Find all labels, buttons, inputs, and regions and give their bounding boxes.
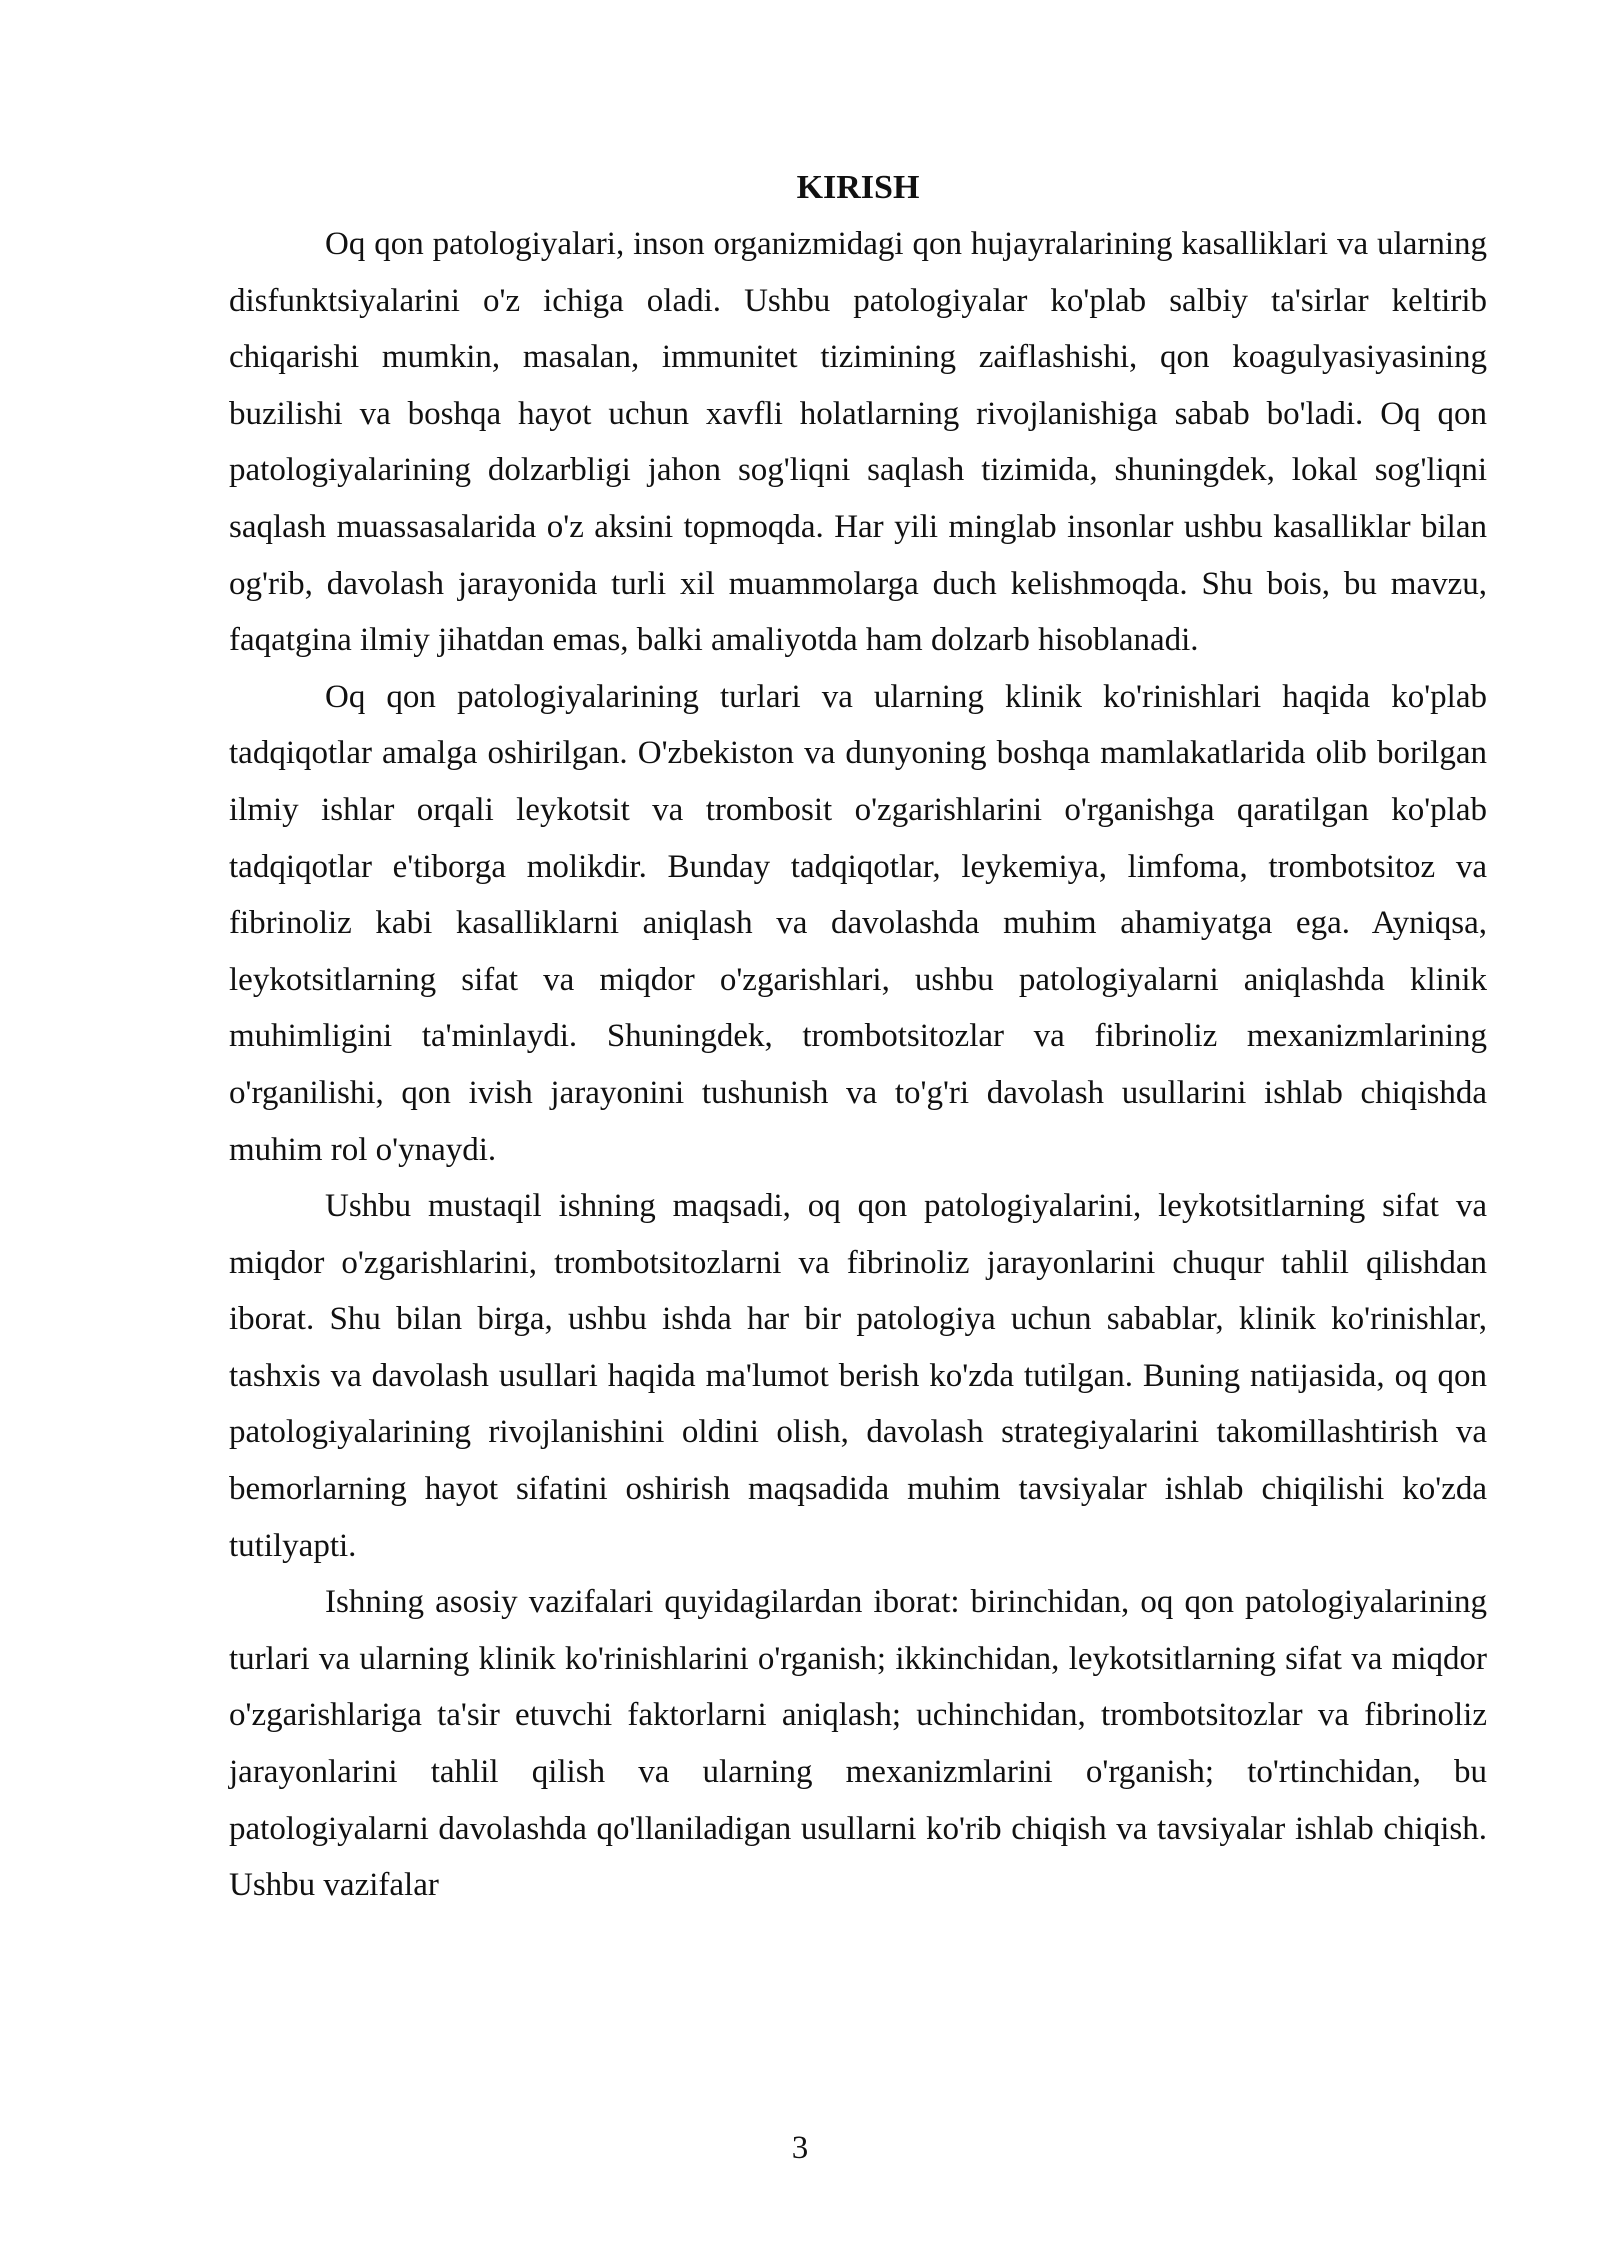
paragraph-1: Oq qon patologiyalari, inson organizmidagi qon hujayralarining kasalliklari va ularning disfunktsiyalarini o'z ichiga oladi. Ushbu patologiyalar ko'plab salbiy ta'sirlar keltirib chiqarishi mumkin, masalan, immunitet tizimining zaiflashishi, qon koagulyasiyasining buzilishi va boshqa hayot uchun xavfli holatlarning rivojlanishiga sabab bo'ladi. Oq qon patologiyalarining dolzarbligi jahon sog'liqni saqlash tizimida, shuningdek, lokal sog'liqni saqlash muassasalarida o'z aksini topmoqda. Har yili minglab insonlar ushbu kasalliklar bilan og'rib, davolash jarayonida turli xil muammolarga duch kelishmoqda. Shu bois, bu mavzu, faqatgina ilmiy jihatdan emas, balki amaliyotda ham dolzarb hisoblanadi.	[229, 226, 1487, 659]
page-number: 3	[791, 2130, 809, 2166]
section-title: KIRISH	[796, 169, 920, 206]
paragraph-4: Ishning asosiy vazifalari quyidagilardan iborat: birinchidan, oq qon patologiyalarining turlari va ularning klinik ko'rinishlarini o'rganish; ikkinchidan, leykotsitlarning sifat va miqdor o'zgarishlariga ta'sir etuvchi faktorlarni aniqlash; uchinchidan, trombotsitozlar va fibrinoliz jarayonlarini tahlil qilish va ularning mexanizmlarini o'rganish; to'rtinchidan, bu patologiyalarni davolashda qo'llaniladigan usullarni ko'rib chiqish va tavsiyalar ishlab chiqish. Ushbu vazifalar	[229, 1584, 1487, 1904]
page-content	[229, 160, 1487, 1914]
paragraph-3: Ushbu mustaqil ishning maqsadi, oq qon patologiyalarini, leykotsitlarning sifat va miqdor o'zgarishlarini, trombotsitozlarni va fibrinoliz jarayonlarini chuqur tahlil qilishdan iborat. Shu bilan birga, ushbu ishda har bir patologiya uchun sabablar, klinik ko'rinishlar, tashxis va davolash usullari haqida ma'lumot berish ko'zda tutilgan. Buning natijasida, oq qon patologiyalarining rivojlanishini oldini olish, davolash strategiyalarini takomillashtirish va bemorlarning hayot sifatini oshirish maqsadida muhim tavsiyalar ishlab chiqilishi ko'zda tutilyapti.	[229, 1188, 1487, 1564]
paragraph-2: Oq qon patologiyalarining turlari va ularning klinik ko'rinishlari haqida ko'plab tadqiqotlar amalga oshirilgan. O'zbekiston va dunyoning boshqa mamlakatlarida olib borilgan ilmiy ishlar orqali leykotsit va trombosit o'zgarishlarini o'rganishga qaratilgan ko'plab tadqiqotlar e'tiborga molikdir. Bunday tadqiqotlar, leykemiya, limfoma, trombotsitoz va fibrinoliz kabi kasalliklarni aniqlash va davolashda muhim ahamiyatga ega. Ayniqsa, leykotsitlarning sifat va miqdor o'zgarishlari, ushbu patologiyalarni aniqlashda klinik muhimligini ta'minlaydi. Shuningdek, trombotsitozlar va fibrinoliz mexanizmlarining o'rganilishi, qon ivish jarayonini tushunish va to'g'ri davolash usullarini ishlab chiqishda muhim rol o'ynaydi.	[229, 678, 1487, 1168]
